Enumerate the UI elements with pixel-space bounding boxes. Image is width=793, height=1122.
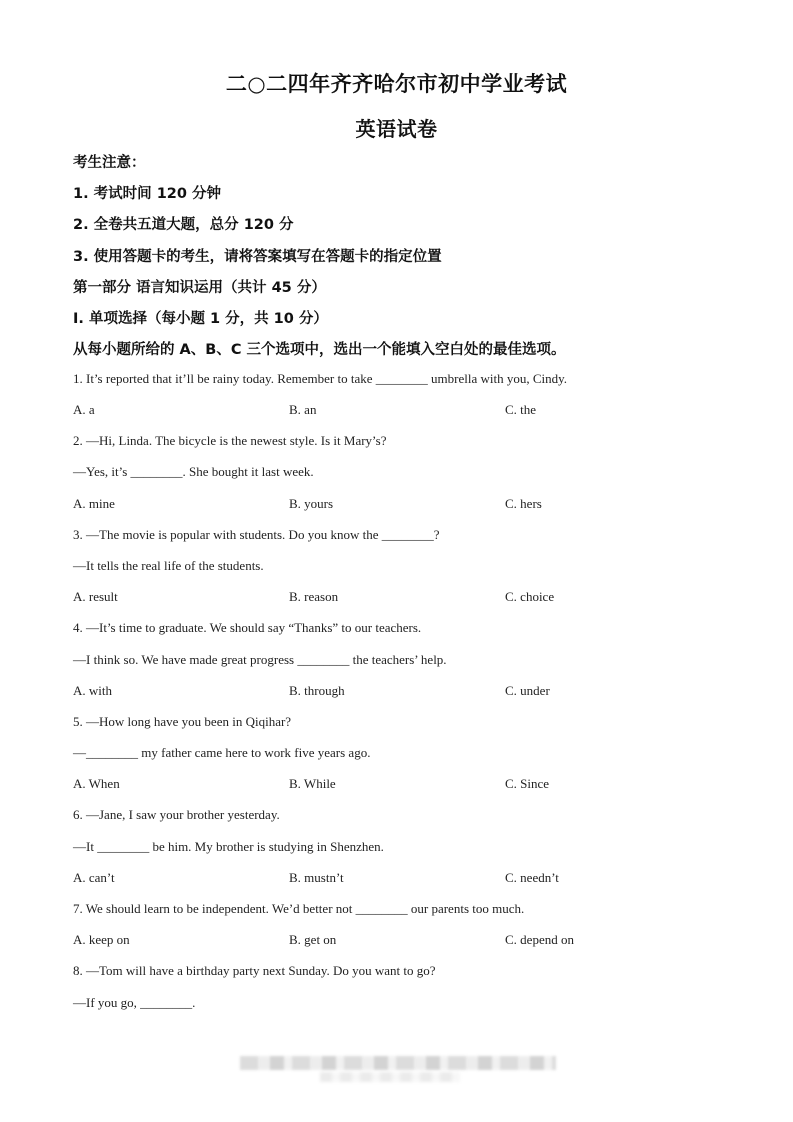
question-5-option-b: B. While [289, 776, 336, 791]
question-8-reply: —If you go, ________. [73, 995, 196, 1010]
blurred-watermark [240, 1056, 556, 1070]
exam-title: 二○二四年齐齐哈尔市初中学业考试 [225, 71, 568, 96]
question-6-stem: 6. —Jane, I saw your brother yesterday. [73, 807, 280, 822]
question-5-option-c: C. Since [505, 776, 550, 791]
question-3-option-a: A. result [73, 589, 118, 604]
question-6-option-c: C. needn’t [505, 870, 559, 885]
notice-item-2: 2. 全卷共五道大题，总分 120 分 [73, 217, 294, 233]
question-6-option-a: A. can’t [73, 870, 115, 885]
question-4-reply: —I think so. We have made great progress ________ the teachers’ help. [73, 652, 447, 667]
part-title: 第一部分 语言知识运用（共计 45 分） [73, 280, 326, 296]
question-7-option-a: A. keep on [73, 932, 130, 947]
exam-subtitle: 英语试卷 [355, 117, 438, 141]
question-6-option-b: B. mustn’t [289, 870, 344, 885]
question-6-reply: —It ________ be him. My brother is studying in Shenzhen. [73, 839, 384, 854]
blurred-watermark-sub [320, 1072, 460, 1082]
question-2-option-a: A. mine [73, 496, 115, 511]
question-4-option-a: A. with [73, 683, 112, 698]
notice-item-1: 1. 考试时间 120 分钟 [73, 186, 222, 202]
question-1-option-c: C. the [505, 402, 537, 417]
question-1-option-b: B. an [289, 402, 317, 417]
notice-heading: 考生注意： [73, 155, 146, 171]
question-2-stem: 2. —Hi, Linda. The bicycle is the newest style. Is it Mary’s? [73, 433, 387, 448]
question-5-stem: 5. —How long have you been in Qiqihar? [73, 714, 292, 729]
notice-item-3: 3. 使用答题卡的考生，请将答案填写在答题卡的指定位置 [73, 249, 442, 265]
question-1-stem: 1. It’s reported that it’ll be rainy today. Remember to take ________ umbrella with you, Cindy. [73, 371, 568, 386]
question-2-option-c: C. hers [505, 496, 542, 511]
section-instruction: 从每小题所给的 A、B、C 三个选项中，选出一个能填入空白处的最佳选项。 [73, 342, 566, 358]
question-4-option-c: C. under [505, 683, 550, 698]
question-3-option-b: B. reason [289, 589, 339, 604]
question-1-option-a: A. a [73, 402, 95, 417]
question-5-option-a: A. When [73, 776, 120, 791]
question-8-stem: 8. —Tom will have a birthday party next Sunday. Do you want to go? [73, 963, 436, 978]
question-2-reply: —Yes, it’s ________. She bought it last week. [73, 464, 314, 479]
question-7-option-b: B. get on [289, 932, 337, 947]
question-4-stem: 4. —It’s time to graduate. We should say “Thanks” to our teachers. [73, 620, 422, 635]
question-5-reply: —________ my father came here to work five years ago. [73, 745, 371, 760]
question-3-reply: —It tells the real life of the students. [73, 558, 264, 573]
question-3-option-c: C. choice [505, 589, 555, 604]
question-4-option-b: B. through [289, 683, 345, 698]
question-7-stem: 7. We should learn to be independent. We’d better not ________ our parents too much. [73, 901, 525, 916]
section-title: I. 单项选择（每小题 1 分，共 10 分） [73, 311, 328, 327]
question-7-option-c: C. depend on [505, 932, 574, 947]
question-3-stem: 3. —The movie is popular with students. Do you know the ________? [73, 527, 440, 542]
question-2-option-b: B. yours [289, 496, 334, 511]
